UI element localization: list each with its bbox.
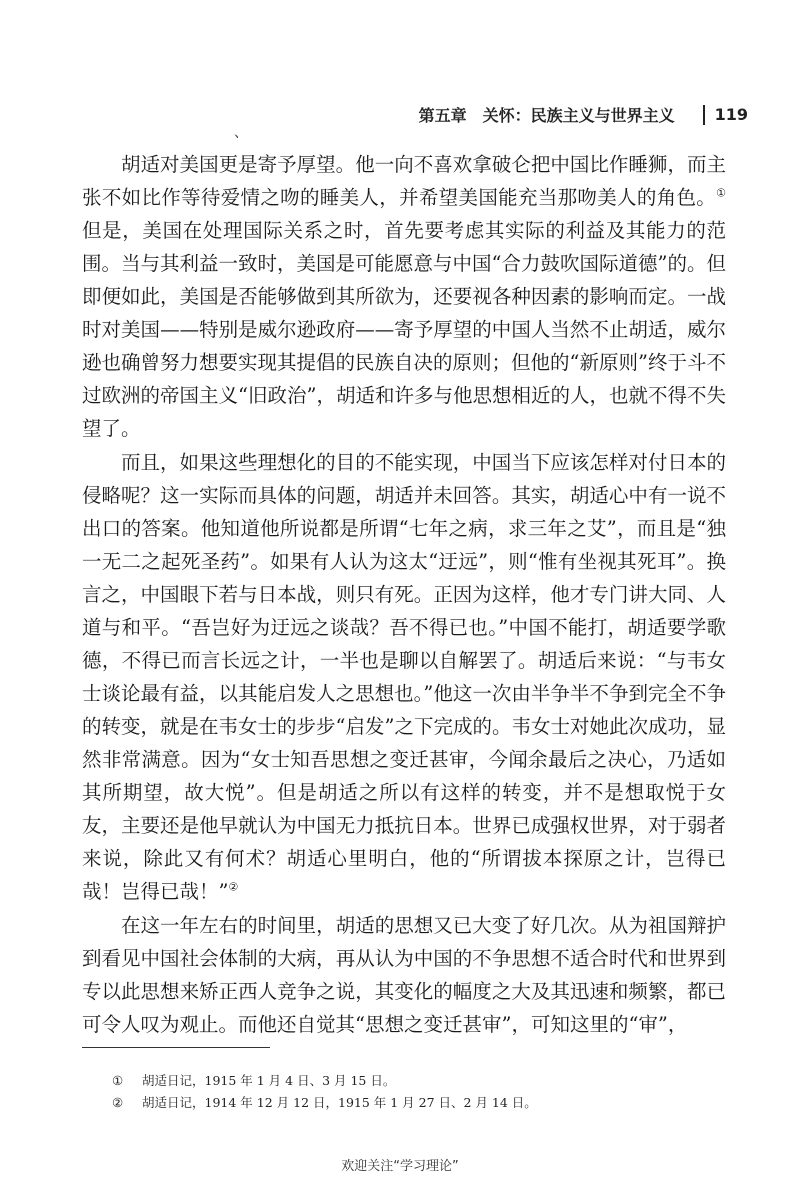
paragraph-text: 但是，美国在处理国际关系之时，首先要考虑其实际的利益及其能力的范围。当与其利益一致时，美国是可能愿意与中国“合力鼓吹国际道德”的。但即便如此，美国是否能够做到其所欲为，还要视各种因素的影响而定。一战时对美国——特别是威尔逊政府——寄予厚望的中国人当然不止胡适，威尔逊也确曾努力想要实现其提倡的民族自决的原则；但他的“新原则”终于斗不过欧洲的帝国主义“旧政治”，胡适和许多与他思想相近的人，也就不得不失望了。 <box>82 219 726 440</box>
footnote-number: ② <box>112 1095 124 1110</box>
paragraph-text: 胡适对美国更是寄予厚望。他一向不喜欢拿破仑把中国比作睡狮，而主张不如比作等待爱情之吻的睡美人，并希望美国能充当那吻美人的角色。 <box>82 153 726 209</box>
footnote-number: ① <box>112 1073 124 1088</box>
footnote-ref-2: ② <box>228 880 239 894</box>
page-number: 119 <box>714 105 748 124</box>
chapter-title: 第五章 关怀：民族主义与世界主义 <box>418 106 675 125</box>
paragraph-text: 在这一年左右的时间里，胡适的思想又已大变了好几次。从为祖国辩护到看见中国社会体制的大病，再从认为中国的不争思想不适合时代和世界到专以此思想来矫正西人竞争之说，其变化的幅度之大及其迅速和频繁，都已可令人叹为观止。而他还自觉其“思想之变迁甚审”，可知这里的“审”， <box>82 914 726 1036</box>
paragraph-3 <box>82 909 726 1041</box>
paragraph-1 <box>82 148 726 445</box>
paragraph-2 <box>82 446 726 908</box>
footnote-ref-1: ① <box>716 186 726 200</box>
header-divider <box>703 105 705 125</box>
paragraph-text: 而且，如果这些理想化的目的不能实现，中国当下应该怎样对付日本的侵略呢？这一实际而具体的问题，胡适并未回答。其实，胡适心中有一说不出口的答案。他知道他所说都是所谓“七年之病，求三年之艾”，而且是“独一无二之起死圣药”。如果有人认为这太“迂远”，则“惟有坐视其死耳”。换言之，中国眼下若与日本战，则只有死。正因为这样，他才专门讲大同、人道与和平。“吾岂好为迂远之谈哉？吾不得已也。”中国不能打，胡适要学歌德，不得已而言长远之计，一半也是聊以自解罢了。胡适后来说：“与韦女士谈论最有益，以其能启发人之思想也。”他这一次由半争半不争到完全不争的转变，就是在韦女士的步步“启发”之下完成的。韦女士对她此次成功，显然非常满意。因为“女士知吾思想之变迁甚审，今闻余最后之决心，乃适如其所期望，故大悦”。但是胡适之所以有这样的转变，并不是想取悦于女友，主要还是他早就认为中国无力抵抗日本。世界已成强权世界，对于弱者来说，除此又有何术？胡适心里明白，他的“所谓拔本探原之计，岂得已哉！岂得已哉！” <box>82 451 726 903</box>
stray-mark: 、 <box>234 125 248 141</box>
footnote-text: 胡适日记，1914 年 12 月 12 日，1915 年 1 月 27 日、2 月 14 日。 <box>142 1095 537 1110</box>
watermark-text: 欢迎关注“学习理论” <box>341 1159 459 1174</box>
footnotes <box>112 1070 537 1114</box>
footnote-text: 胡适日记，1915 年 1 月 4 日、3 月 15 日。 <box>142 1073 396 1088</box>
footnote-1 <box>112 1070 537 1092</box>
footnote-2 <box>112 1092 537 1114</box>
footnote-divider <box>82 1047 270 1048</box>
body-text <box>82 148 726 1042</box>
running-header <box>419 103 748 126</box>
